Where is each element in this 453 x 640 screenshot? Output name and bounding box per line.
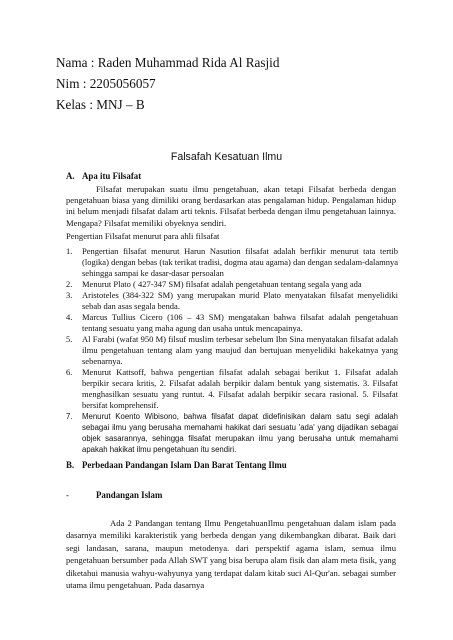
section-a-label: A. <box>66 171 75 181</box>
section-a-paragraph-text: Filsafat merupakan suatu ilmu pengetahuan, akan tetapi Filsafat berbeda dengan pengetahuan biasa yang dimiliki orang berdasarkan atas pengalaman hidup. Pengalaman hidup ini belum menjadi filsafat dalam arti teknis. Filsafat berbeda dengan ilmu pengetahuan lainnya. Mengapa? Filsafat memiliki obyeknya sendiri. <box>66 184 396 228</box>
document-title: Falsafah Kesatuan Ilmu <box>170 151 283 163</box>
student-name: Nama : Raden Muhammad Rida Al Rasjid <box>56 55 280 70</box>
subsection-heading <box>66 490 162 501</box>
list-item: 7. Menurut Koento Wibisono, bahwa filsafat dapat didefinisikan dalam satu segi adalah sebagai ilmu yang berusaha memahami hakikat dari sesuatu 'ada' yang dijadikan sebagai objek sasarannya, sehingga filsafat merupakan ilmu yang berusaha untuk memahami apakah hakikat ilmu pengetahuan itu sendiri. <box>66 412 398 454</box>
section-b-paragraph <box>66 517 396 591</box>
section-b-paragraph-text: Ada 2 Pandangan tentang Ilmu PengetahuanIlmu pengetahuan dalam islam pada dasarnya memiliki karakteristik yang berbeda dengan yang dikembangkan dibarat. Baik dari segi landasan, sarana, maupun metodenya. dari perspektif agama islam, semua ilmu pengetahuan bersumber pada Allah SWT yang bisa berupa alam fisik dan alam meta fisik, yang diketahui manusia wahyu-wahyunya yang terdapat dalam kitab suci Al-Qur'an. sebagai sumber utama ilmu pengetahuan. Pada dasarnya <box>66 518 396 591</box>
section-a-title: Apa itu Filsafat <box>82 171 142 181</box>
section-a-paragraph <box>66 184 396 229</box>
student-nim: Nim : 2205056057 <box>56 76 156 91</box>
list-item: 1. Pengertian filsafat menurut Harun Nasution filsafat adalah berfikir menurut tata tertib (logika) dengan bebas (tak terikat tradisi, dogma atau agama) dan dengan sedalam-dalamnya sehingga sampai ke dasar-dasar persoalan <box>66 246 398 278</box>
list-item: 6. Menurut Kattsoff, bahwa pengertian filsafat adalah sebagai berikut 1. Filsafat adalah berpikir secara kritis, 2. Filsafat adalah berpikir dalam bentuk yang sistematis. 3. Filsafat menghasilkan sesuatu yang runtut. 4. Filsafat adalah berpikir secara rasional. 5. Filsafat bersifat komprehensif. <box>66 367 398 410</box>
student-class: Kelas : MNJ – B <box>56 97 145 112</box>
subsection-title: Pandangan Islam <box>96 490 163 500</box>
list-item: 3. Aristoteles (384-322 SM) yang merupakan murid Plato menyatakan filsafat menyelidiki sebab dan asas segala benda. <box>66 290 398 311</box>
list-item: 5. Al Farabi (wafat 950 M) filsuf muslim terbesar sebelum Ibn Sina menyatakan filsafat adalah ilmu pengetahuan tentang alam yang maujud dan bertujuan menyelidiki hakekatnya yang sebenarnya. <box>66 334 398 366</box>
section-b-label: B. <box>66 460 75 470</box>
list-item: 2. Menurut Plato ( 427-347 SM) filsafat adalah pengetahuan tentang segala yang ada <box>66 279 362 289</box>
definitions-list <box>66 246 398 455</box>
subsection-dash: - <box>66 490 69 500</box>
section-b-heading <box>66 460 287 471</box>
section-a-heading <box>66 171 141 182</box>
section-b-title: Perbedaan Pandangan Islam Dan Barat Tentang Ilmu <box>82 460 287 470</box>
list-item: 4. Marcus Tullius Cicero (106 – 43 SM) mengatakan bahwa filsafat adalah pengetahuan tentang sesuatu yang maha agung dan usaha untuk mencapainya. <box>66 312 398 333</box>
list-intro: Pengertian Filsafat menurut para ahli filsafat <box>66 231 220 241</box>
